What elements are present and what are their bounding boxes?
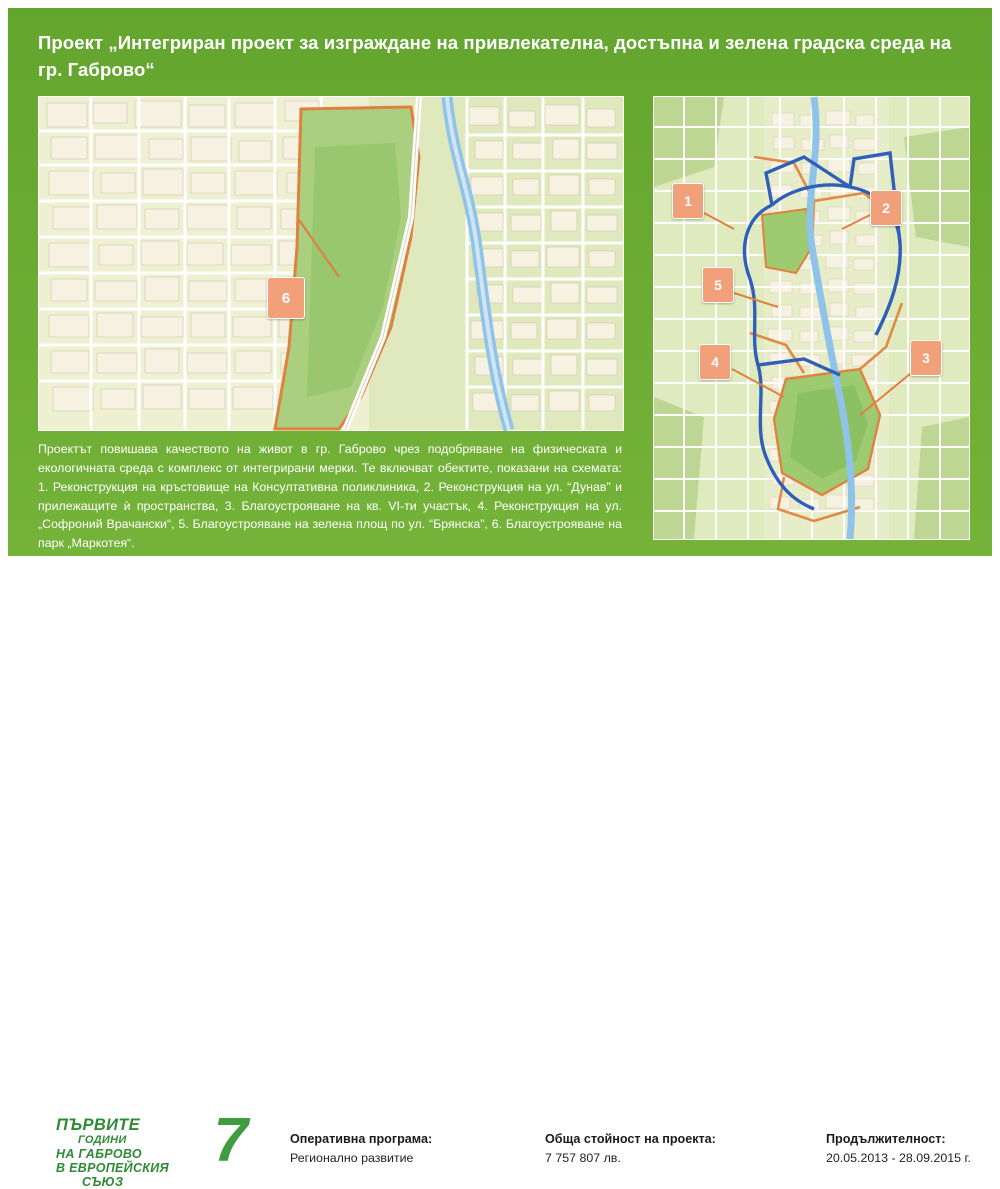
map-marker-2-label: 2 — [882, 200, 890, 216]
map-marker-1[interactable] — [672, 183, 704, 219]
map-panel-left[interactable] — [38, 96, 624, 431]
left-map-graphic — [39, 97, 623, 430]
map-marker-3-label: 3 — [922, 350, 930, 366]
logo-line-1: ПЪРВИТЕ — [56, 1116, 140, 1134]
footer-duration — [826, 1132, 996, 1165]
project-description: Проектът повишава качеството на живот в гр. Габрово чрез подобряване на физическата и екологичната среда с комплекс от интегрирани мерки. Те включват обектите, показани на схемата: 1. Реконструкция на кръстовище на Консултативна поликлиника, 2. Реконструкция на ул. “Дунав” и прилежащите ѝ пространства, 3. Благоустрояване на кв. VI-ти участък, 4. Реконструкция на ул. „Софроний Врачански“, 5. Благоустрояване на зелена площ по ул. “Брянска”, 6. Благоустрояване на парк „Маркотея“. — [38, 442, 622, 551]
map-marker-4-label: 4 — [711, 354, 719, 370]
map-marker-5-label: 5 — [714, 277, 722, 293]
right-map-graphic — [654, 97, 969, 539]
map-marker-5[interactable] — [702, 267, 734, 303]
map-marker-6[interactable] — [267, 277, 305, 319]
logo-text-block — [56, 1116, 169, 1189]
footer-total-cost-heading: Обща стойност на проекта: — [545, 1132, 716, 1146]
map-marker-3[interactable] — [910, 340, 942, 376]
map-marker-1-label: 1 — [684, 193, 692, 209]
map-panel-right[interactable] — [653, 96, 970, 540]
logo-numeral: 7 — [213, 1106, 248, 1175]
anniversary-logo — [56, 1106, 256, 1189]
footer-programme — [290, 1132, 520, 1165]
logo-line-3: НА ГАБРОВО — [56, 1146, 142, 1161]
logo-line-4: В ЕВРОПЕЙСКИЯ — [56, 1160, 169, 1175]
footer-total-cost-value: 7 757 807 лв. — [545, 1151, 621, 1165]
map-marker-4[interactable] — [699, 344, 731, 380]
poster — [8, 8, 992, 1189]
footer-total-cost — [545, 1132, 795, 1165]
logo-line-2: ГОДИНИ — [78, 1134, 127, 1147]
footer-duration-value: 20.05.2013 - 28.09.2015 г. — [826, 1151, 971, 1165]
page-title: Проект „Интегриран проект за изграждане на привлекателна, достъпна и зелена градска среда на гр. Габрово“ — [38, 32, 952, 80]
footer-programme-heading: Оперативна програма: — [290, 1132, 433, 1146]
footer-programme-value: Регионално развитие — [290, 1151, 414, 1165]
logo-line-5: СЪЮЗ — [82, 1174, 124, 1189]
map-marker-6-label: 6 — [281, 289, 291, 307]
footer-duration-heading: Продължителност: — [826, 1132, 946, 1146]
footer — [8, 556, 992, 1189]
map-marker-2[interactable] — [870, 190, 902, 226]
